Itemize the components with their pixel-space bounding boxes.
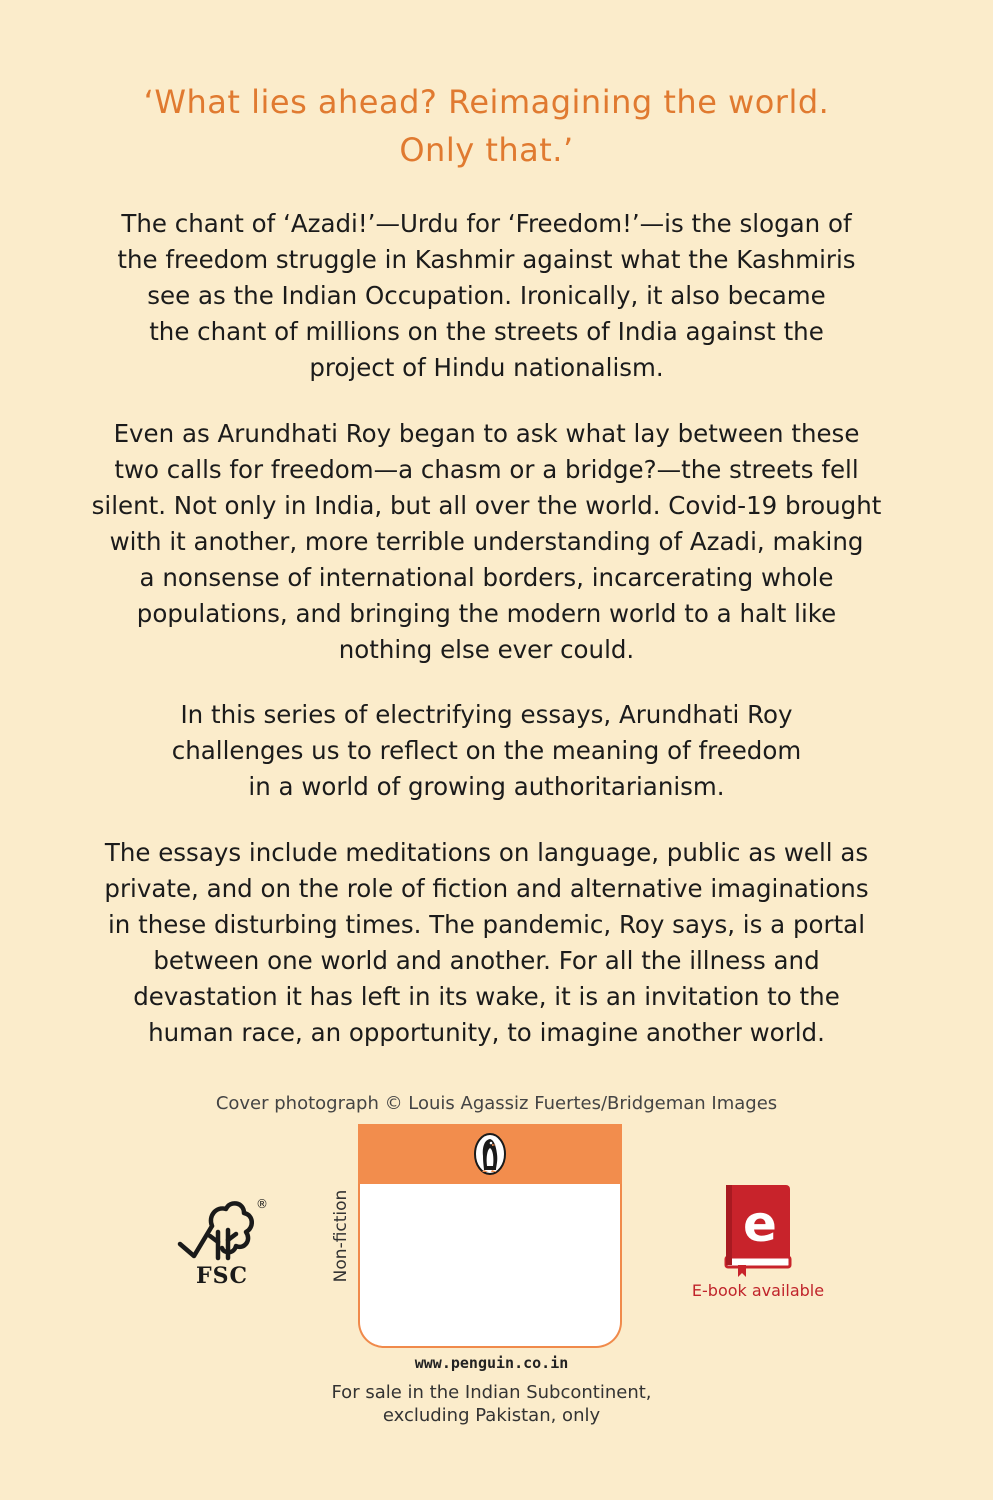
blurb-paragraph-3 [40,697,933,805]
category-text: Non-fiction [331,1189,351,1283]
registered-mark: ® [256,1197,268,1211]
sale-line: For sale in the Indian Subcontinent, [331,1382,652,1403]
text-line: a nonsense of international borders, incarcerating whole [139,563,834,592]
text-line: between one world and another. For all the illness and [153,946,820,975]
text-line: project of Hindu nationalism. [309,353,664,382]
sale-notice [0,1381,983,1427]
ebook-icon [722,1183,794,1279]
blurb-paragraph-1 [40,206,933,386]
text-line: In this series of electrifying essays, Arundhati Roy [180,700,793,729]
penguin-logo-icon [472,1132,508,1176]
text-line: see as the Indian Occupation. Ironically, it also became [147,281,826,310]
text-line: nothing else ever could. [338,635,635,664]
text-line: the chant of millions on the streets of India against the [149,317,824,346]
text-line: private, and on the role of fiction and alternative imaginations [104,874,869,903]
tagline-quote [0,78,973,174]
text-line: in a world of growing authoritarianism. [248,772,725,801]
ebook-letter: e [743,1195,777,1253]
text-line: challenges us to reflect on the meaning of freedom [171,736,802,765]
photo-credit: Cover photograph © Louis Agassiz Fuertes/Bridgeman Images [215,1093,778,1114]
text-line: The essays include meditations on language, public as well as [104,838,869,867]
fsc-label: FSC [195,1263,249,1289]
text-line: Even as Arundhati Roy began to ask what lay between these [113,419,860,448]
text-line: in these disturbing times. The pandemic, Roy says, is a portal [107,910,865,939]
quote-line: ‘What lies ahead? Reimagining the world. [143,83,830,121]
publisher-url: www.penguin.co.in [414,1354,569,1372]
blurb-paragraph-2 [40,416,933,668]
text-line: the freedom struggle in Kashmir against what the Kashmiris [117,245,856,274]
ebook-label: E-book available [691,1281,825,1300]
text-line: with it another, more terrible understanding of Azadi, making [109,527,864,556]
text-line: populations, and bringing the modern world to a halt like [136,599,837,628]
text-line: two calls for freedom—a chasm or a bridge?—the streets fell [114,455,859,484]
quote-line: Only that.’ [399,131,574,169]
blurb-paragraph-4 [40,835,933,1051]
text-line: The chant of ‘Azadi!’—Urdu for ‘Freedom!’—is the slogan of [121,209,852,238]
text-line: devastation it has left in its wake, it is an invitation to the [133,982,840,1011]
text-line: silent. Not only in India, but all over the world. Covid-19 brought [91,491,882,520]
text-line: human race, an opportunity, to imagine another world. [148,1018,825,1047]
sale-line: excluding Pakistan, only [382,1405,601,1426]
